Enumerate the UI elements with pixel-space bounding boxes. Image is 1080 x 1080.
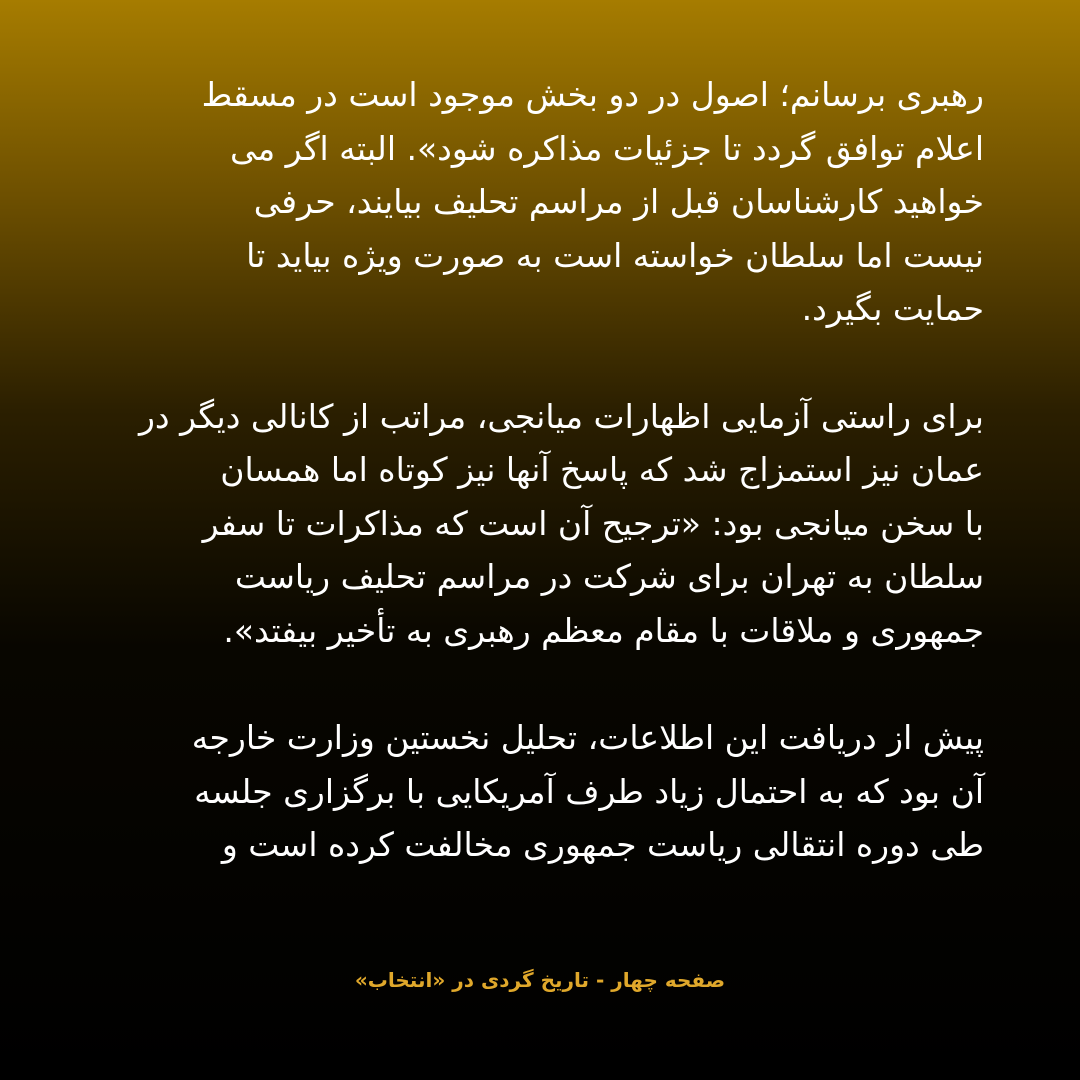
- page-footer: صفحه چهار - تاریخ گردی در «انتخاب»: [354, 968, 726, 992]
- paragraph-3: پیش از دریافت این اطلاعات، تحلیل نخستین وزارت خارجه آن بود که به احتمال زیاد طرف آمریکایی با برگزاری جلسه طی دوره انتقالی ریاست جمهوری مخالفت کرده است و: [191, 718, 984, 864]
- paragraph-1: رهبری برسانم؛ اصول در دو بخش موجود است در مسقط اعلام توافق گردد تا جزئیات مذاکره شود». البته اگر می خواهید کارشناسان قبل از مراسم تحلیف بیایند، حرفی نیست اما سلطان خواسته است به صورت ویژه بیاید تا حمایت بگیرد.: [201, 75, 984, 328]
- article-body: [96, 68, 984, 872]
- paragraph-2: برای راستی آزمایی اظهارات میانجی، مراتب از کانالی دیگر در عمان نیز استمزاج شد که پاسخ آنها نیز کوتاه اما همسان با سخن میانجی بود: «ترجیح آن است که مذاکرات تا سفر سلطان به تهران برای شرکت در مراسم تحلیف ریاست جمهوری و ملاقات با مقام معظم رهبری به تأخیر بیفتد».: [139, 396, 984, 650]
